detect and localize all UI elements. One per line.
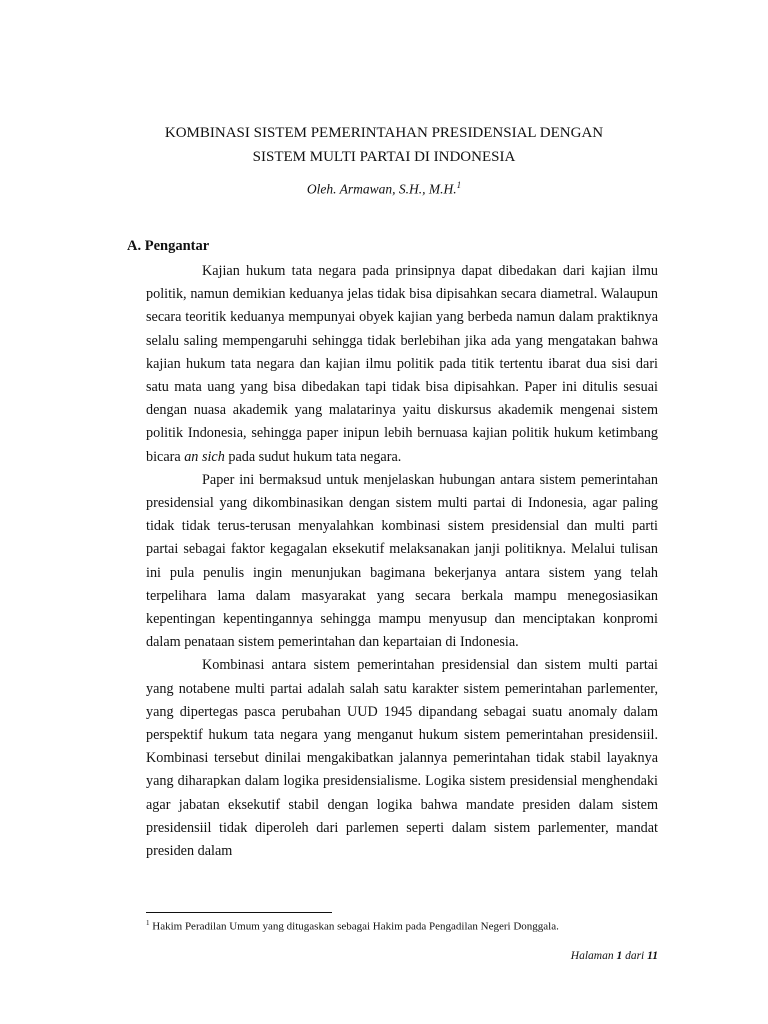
page-prefix: Halaman xyxy=(570,950,617,962)
section-heading: A. Pengantar xyxy=(127,238,210,254)
page-number xyxy=(571,950,658,962)
title-line-1: KOMBINASI SISTEM PEMERINTAHAN PRESIDENSIAL DENGAN xyxy=(164,125,604,141)
paragraph-2: Paper ini bermaksud untuk menjelaskan hubungan antara sistem pemerintahan presidensial yang dikombinasikan dengan sistem multi partai di Indonesia, agar paling tidak tidak terus-terusan menyalahkan kombinasi sistem presidensial dan multi parti partai sebagai faktor kegagalan eksekutif melaksanakan janji politiknya. Melalui tulisan ini pula penulis ingin menunjukan bagimana bekerjanya antara sistem yang telah terpelihara lama dalam masyarakat yang secara berkala mampu menegosiasikan kepentingan kepentingannya sehingga mampu menyusup dan menciptakan konpromi dalam penataan sistem pemerintahan dan kepartaian di Indonesia. xyxy=(146,471,658,651)
footnote-text: Hakim Peradilan Umum yang ditugaskan sebagai Hakim pada Pengadilan Negeri Donggala. xyxy=(149,920,559,933)
page-current: 1 xyxy=(616,950,623,962)
page-middle: dari xyxy=(622,950,648,962)
footnote-divider xyxy=(146,912,332,913)
author-name: Oleh. Armawan, S.H., M.H. xyxy=(306,181,457,197)
paragraph-1 xyxy=(146,260,658,469)
title-line-2: SISTEM MULTI PARTAI DI INDONESIA xyxy=(252,149,516,165)
author-line xyxy=(120,180,648,198)
paragraph-1-text: Kajian hukum tata negara pada prinsipnya dapat dibedakan dari kajian ilmu politik, namun demikian keduanya jelas tidak bisa dipisahkan secara diametral. Walaupun secara teoritik keduanya mempunyai obyek kajian yang berbeda namun dalam praktiknya selalu saling mempengaruhi sehingga tidak berlebihan jika ada yang mengatakan bahwa kajian hukum tata negara dan kajian ilmu politik pada titik tertentu ibarat dua sisi dari satu mata uang yang bisa dibedakan tapi tidak bisa dipisahkan. Paper ini ditulis sesuai dengan nuasa akademik yang malatarinya yaitu diskursus akademik mengenai sistem politik Indonesia, sehingga paper inipun lebih bernuasa kajian politik hukum ketimbang bicara xyxy=(146,263,658,465)
author-footnote-mark: 1 xyxy=(456,180,462,190)
paragraph-1-italic: an sich xyxy=(184,448,225,465)
body-text xyxy=(146,260,658,863)
page-total: 11 xyxy=(647,950,658,962)
footnote xyxy=(146,919,559,933)
document-title xyxy=(120,121,648,169)
paragraph-3: Kombinasi antara sistem pemerintahan presidensial dan sistem multi partai yang notabene multi partai adalah salah satu karakter sistem pemerintahan parlementer, yang dipertegas pasca perubahan UUD 1945 dipandang sebagai suatu anomaly dalam perspektif hukum tata negara yang menganut hukum sistem pemerintahan presidensiil. Kombinasi tersebut dinilai mengakibatkan jalannya pemerintahan tidak stabil layaknya yang diharapkan dalam logika presidensialisme. Logika sistem presidensial menghendaki agar jabatan eksekutif stabil dengan logika bahwa mandate presiden dalam sistem presidensiil tidak diperoleh dari parlemen seperti dalam sistem parlementer, mandat presiden dalam xyxy=(146,657,658,860)
paragraph-1-text-end: pada sudut hukum tata negara. xyxy=(224,448,402,465)
footnote-mark: 1 xyxy=(146,919,150,927)
